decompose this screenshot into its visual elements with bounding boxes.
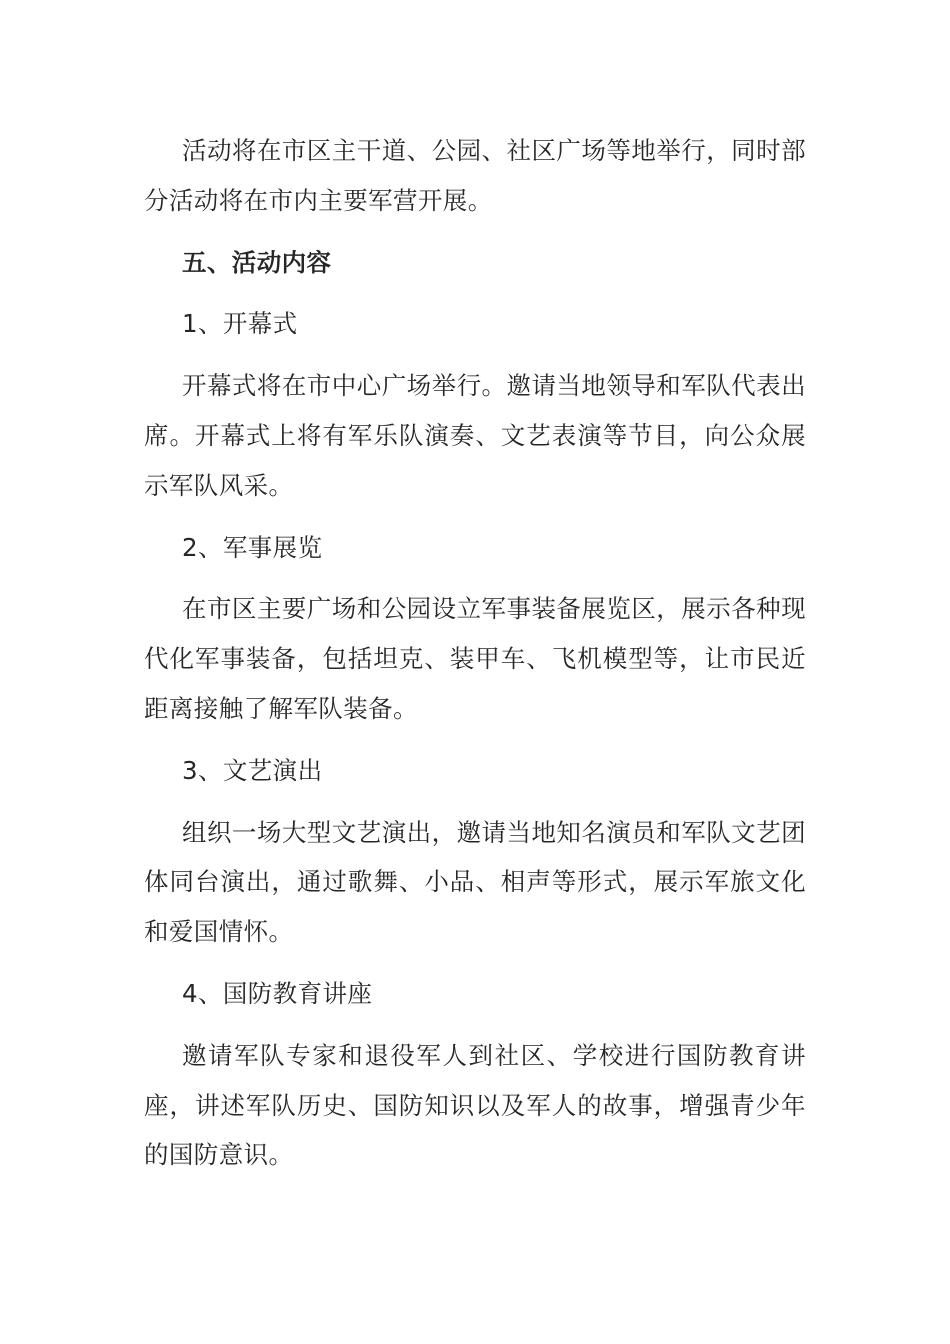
item-body-opening-ceremony: 开幕式将在市中心广场举行。邀请当地领导和军队代表出席。开幕式上将有军乐队演奏、文艺表演等节目，向公众展示军队风采。	[144, 371, 806, 500]
item-title-opening-ceremony: 1、开幕式	[182, 309, 298, 339]
item-body-art-performance: 组织一场大型文艺演出，邀请当地知名演员和军队文艺团体同台演出，通过歌舞、小品、相声等形式，展示军旅文化和爱国情怀。	[144, 817, 806, 947]
item-title-military-exhibition: 2、军事展览	[182, 532, 323, 562]
document-body	[144, 126, 806, 1192]
intro-paragraph: 活动将在市区主干道、公园、社区广场等地举行，同时部分活动将在市内主要军营开展。	[144, 136, 806, 215]
item-body-military-exhibition: 在市区主要广场和公园设立军事装备展览区，展示各种现代化军事装备，包括坦克、装甲车、飞机模型等，让市民近距离接触了解军队装备。	[144, 594, 806, 723]
item-title-defense-lecture: 4、国防教育讲座	[182, 978, 373, 1008]
section-heading: 五、活动内容	[182, 247, 332, 277]
item-title-art-performance: 3、文艺演出	[182, 755, 323, 785]
item-body-defense-lecture: 邀请军队专家和退役军人到社区、学校进行国防教育讲座，讲述军队历史、国防知识以及军人的故事，增强青少年的国防意识。	[144, 1040, 806, 1170]
